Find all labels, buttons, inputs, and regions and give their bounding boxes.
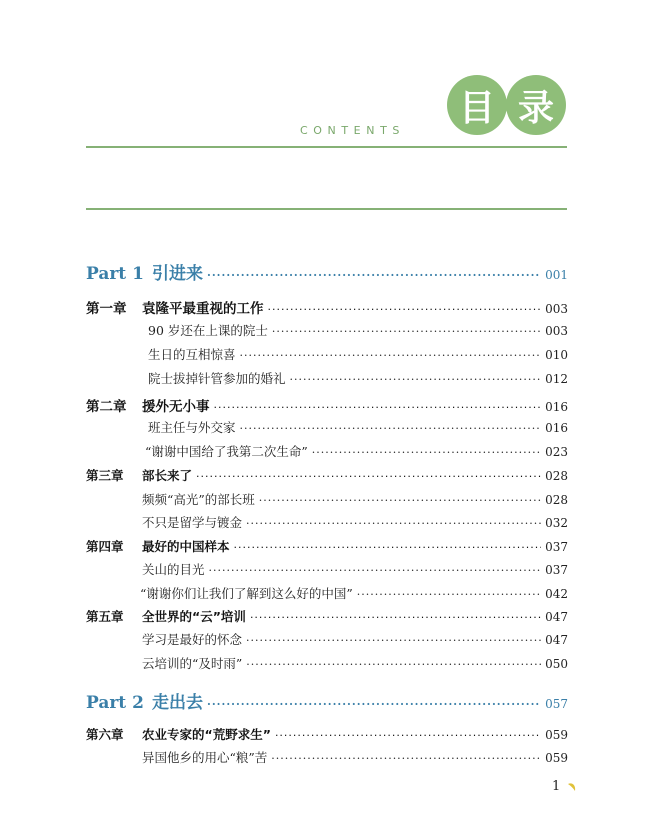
toc-section-entry[interactable] bbox=[148, 321, 568, 339]
dot-leader bbox=[259, 494, 541, 507]
section-title: “谢谢中国给了我第二次生命” bbox=[145, 444, 308, 459]
dot-leader bbox=[246, 517, 541, 530]
page-ref: 042 bbox=[545, 587, 568, 601]
chapter-number: 第五章 bbox=[86, 609, 124, 624]
page-ref: 047 bbox=[545, 610, 568, 624]
section-title: 不只是留学与镀金 bbox=[142, 515, 243, 530]
part-title: 引进来 bbox=[152, 264, 203, 284]
toc-section-entry[interactable] bbox=[142, 513, 568, 531]
part-number: Part 2 bbox=[86, 693, 144, 713]
page-ref: 059 bbox=[545, 751, 568, 765]
dot-leader bbox=[240, 349, 542, 362]
dot-leader bbox=[312, 446, 541, 459]
dot-leader bbox=[275, 729, 541, 742]
chapter-number: 第二章 bbox=[86, 399, 127, 415]
title-badge-mu: 目 bbox=[447, 75, 507, 135]
dot-leader bbox=[246, 658, 541, 671]
page-ref: 028 bbox=[545, 469, 568, 483]
toc-chapter-entry[interactable] bbox=[86, 537, 568, 555]
page-ref: 003 bbox=[545, 302, 568, 316]
page-ref: 016 bbox=[545, 421, 568, 435]
dot-leader bbox=[214, 401, 542, 414]
toc-chapter-entry[interactable] bbox=[86, 725, 568, 743]
toc-section-entry[interactable] bbox=[142, 654, 568, 672]
dot-leader bbox=[271, 752, 541, 765]
chapter-title: 农业专家的“荒野求生” bbox=[142, 727, 271, 742]
header-rule-bottom bbox=[86, 208, 567, 210]
toc-section-entry[interactable] bbox=[148, 369, 568, 387]
dot-leader bbox=[240, 422, 542, 435]
page-ref: 003 bbox=[545, 324, 568, 338]
dot-leader bbox=[290, 373, 542, 386]
page-number: 1 bbox=[552, 779, 561, 794]
leaf-icon bbox=[566, 781, 578, 793]
header-rule-top bbox=[86, 146, 567, 148]
dot-leader bbox=[207, 698, 541, 711]
page-ref: 032 bbox=[545, 516, 568, 530]
page-ref: 037 bbox=[545, 563, 568, 577]
page-ref: 001 bbox=[545, 268, 568, 282]
chapter-title: 袁隆平最重视的工作 bbox=[142, 301, 264, 317]
chapter-title: 援外无小事 bbox=[142, 399, 210, 415]
page-ref: 012 bbox=[545, 372, 568, 386]
dot-leader bbox=[246, 634, 541, 647]
dot-leader bbox=[268, 303, 542, 316]
toc-section-entry[interactable] bbox=[148, 418, 568, 436]
section-title: 院士拔掉针管参加的婚礼 bbox=[148, 371, 286, 386]
chapter-number: 第六章 bbox=[86, 727, 124, 742]
toc-part-entry[interactable] bbox=[86, 259, 568, 284]
dot-leader bbox=[209, 564, 542, 577]
toc-section-entry[interactable] bbox=[142, 630, 568, 648]
dot-leader bbox=[234, 541, 542, 554]
part-number: Part 1 bbox=[86, 264, 144, 284]
dot-leader bbox=[250, 611, 541, 624]
toc-chapter-entry[interactable] bbox=[86, 297, 568, 317]
toc-section-entry[interactable] bbox=[142, 560, 568, 578]
dot-leader bbox=[196, 470, 541, 483]
section-title: 班主任与外交家 bbox=[148, 420, 236, 435]
dot-leader bbox=[272, 325, 541, 338]
page-ref: 016 bbox=[545, 400, 568, 414]
part-title: 走出去 bbox=[152, 693, 203, 713]
toc-chapter-entry[interactable] bbox=[86, 607, 568, 625]
contents-heading: CONTENTS bbox=[300, 124, 405, 137]
chapter-number: 第四章 bbox=[86, 539, 124, 554]
toc-section-entry[interactable] bbox=[142, 748, 568, 766]
page-ref: 050 bbox=[545, 657, 568, 671]
title-badge-lu: 录 bbox=[506, 75, 566, 135]
chapter-number: 第三章 bbox=[86, 468, 124, 483]
page-ref: 047 bbox=[545, 633, 568, 647]
toc-chapter-entry[interactable] bbox=[86, 395, 568, 415]
page-ref: 023 bbox=[545, 445, 568, 459]
dot-leader bbox=[207, 269, 541, 282]
toc-section-entry[interactable] bbox=[142, 490, 568, 508]
toc-section-entry[interactable] bbox=[140, 584, 568, 602]
section-title: 关山的目光 bbox=[142, 562, 205, 577]
page-ref: 010 bbox=[545, 348, 568, 362]
page-ref: 037 bbox=[545, 540, 568, 554]
section-title: 异国他乡的用心“粮”苦 bbox=[142, 750, 268, 765]
chapter-number: 第一章 bbox=[86, 301, 127, 317]
section-title: “谢谢你们让我们了解到这么好的中国” bbox=[140, 586, 353, 601]
page-ref: 057 bbox=[545, 697, 568, 711]
toc-part-entry[interactable] bbox=[86, 688, 568, 713]
chapter-title: 全世界的“云”培训 bbox=[142, 609, 246, 624]
section-title: 90 岁还在上课的院士 bbox=[148, 323, 268, 338]
section-title: 云培训的“及时雨” bbox=[142, 656, 243, 671]
chapter-title: 部长来了 bbox=[142, 468, 193, 483]
toc-section-entry[interactable] bbox=[145, 442, 568, 460]
section-title: 频频“高光”的部长班 bbox=[142, 492, 255, 507]
page-ref: 028 bbox=[545, 493, 568, 507]
section-title: 学习是最好的怀念 bbox=[142, 632, 243, 647]
toc-section-entry[interactable] bbox=[148, 345, 568, 363]
dot-leader bbox=[357, 588, 541, 601]
section-title: 生日的互相惊喜 bbox=[148, 347, 236, 362]
toc-chapter-entry[interactable] bbox=[86, 466, 568, 484]
chapter-title: 最好的中国样本 bbox=[142, 539, 230, 554]
page-ref: 059 bbox=[545, 728, 568, 742]
